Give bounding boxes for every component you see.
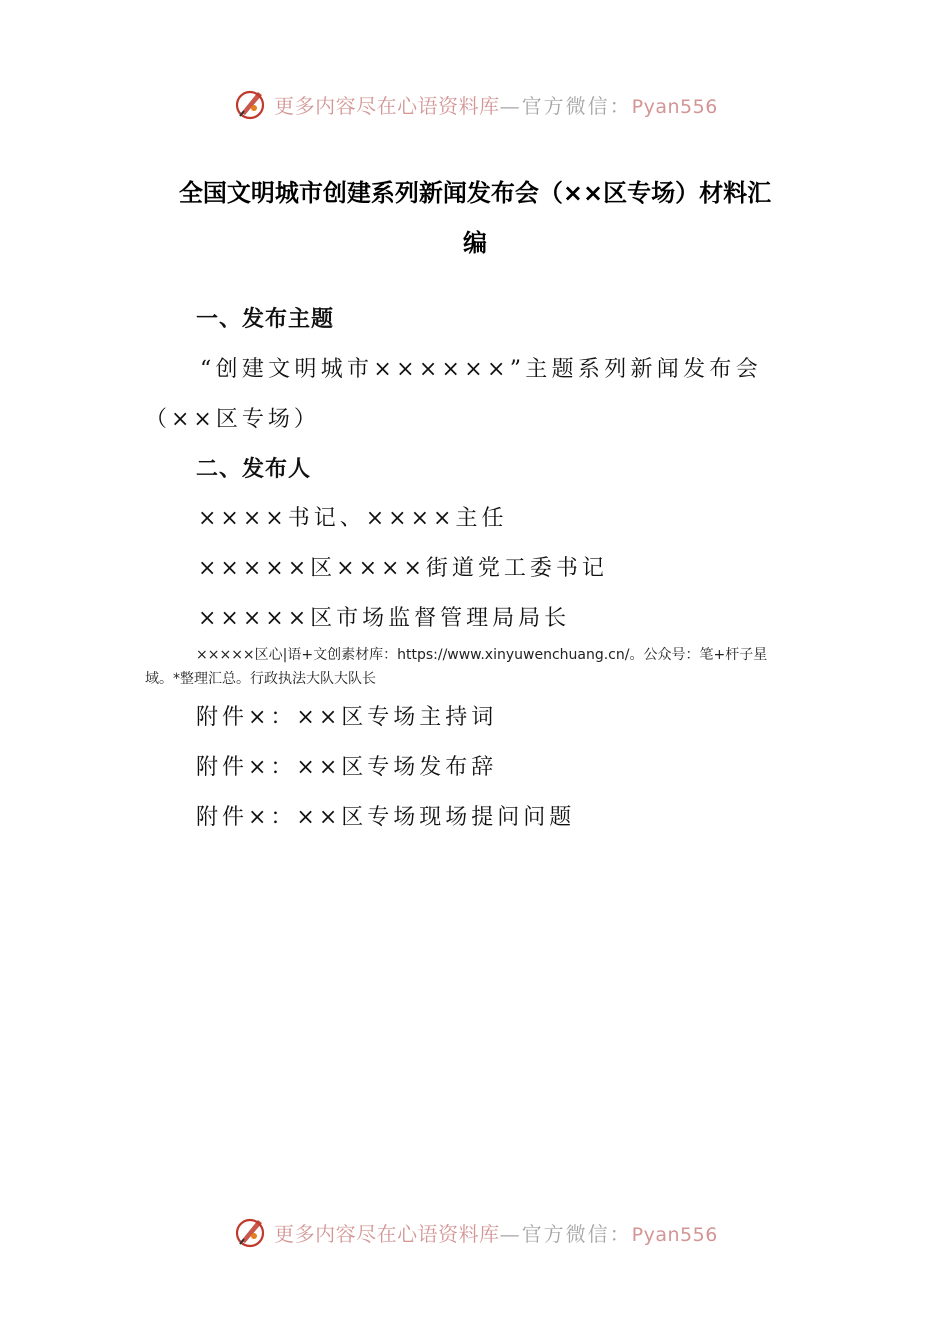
attachment-item: 附件×：××区专场现场提问问题 — [196, 805, 576, 830]
watermark-wechat-id: Pyan556 — [631, 1223, 718, 1246]
topic-line-2: （××区专场） — [145, 407, 320, 432]
speaker-item: ×××××区市场监督管理局局长 — [198, 606, 571, 631]
watermark-text — [274, 1218, 718, 1247]
watermark-dash: — — [499, 1221, 522, 1246]
watermark-wechat-id: Pyan556 — [631, 95, 718, 118]
attachment-item: 附件×：××区专场发布辞 — [196, 755, 498, 780]
watermark-sub: 官方微信： — [521, 93, 632, 118]
section-heading-topic: 一、发布主题 — [196, 307, 335, 332]
section-heading-speakers: 二、发布人 — [196, 457, 312, 482]
header-watermark — [0, 82, 950, 126]
speaker-item: ×××××区××××街道党工委书记 — [198, 556, 608, 581]
watermark-sub: 官方微信： — [521, 1221, 632, 1246]
watermark-text — [274, 90, 718, 119]
speaker-item: ××××书记、××××主任 — [198, 506, 508, 531]
footer-watermark — [0, 1210, 950, 1254]
title-line-2: 编 — [463, 229, 487, 257]
title-line-1: 全国文明城市创建系列新闻发布会（××区专场）材料汇 — [178, 179, 772, 207]
note-line-2: 域。*整理汇总。行政执法大队大队长 — [145, 671, 376, 687]
note-line-1: ×××××区心|语+文创素材库：https://www.xinyuwenchuang.cn/。公众号：笔+杆子星 — [196, 647, 768, 663]
quill-logo-icon — [232, 1214, 268, 1250]
topic-line-1: “创建文明城市××××××”主题系列新闻发布会 — [200, 357, 762, 382]
watermark-dash: — — [499, 93, 522, 118]
watermark-brand: 更多内容尽在心语资料库 — [274, 1221, 500, 1246]
document-title — [150, 168, 800, 268]
quill-logo-icon — [232, 86, 268, 122]
attachment-item: 附件×：××区专场主持词 — [196, 705, 498, 730]
watermark-brand: 更多内容尽在心语资料库 — [274, 93, 500, 118]
